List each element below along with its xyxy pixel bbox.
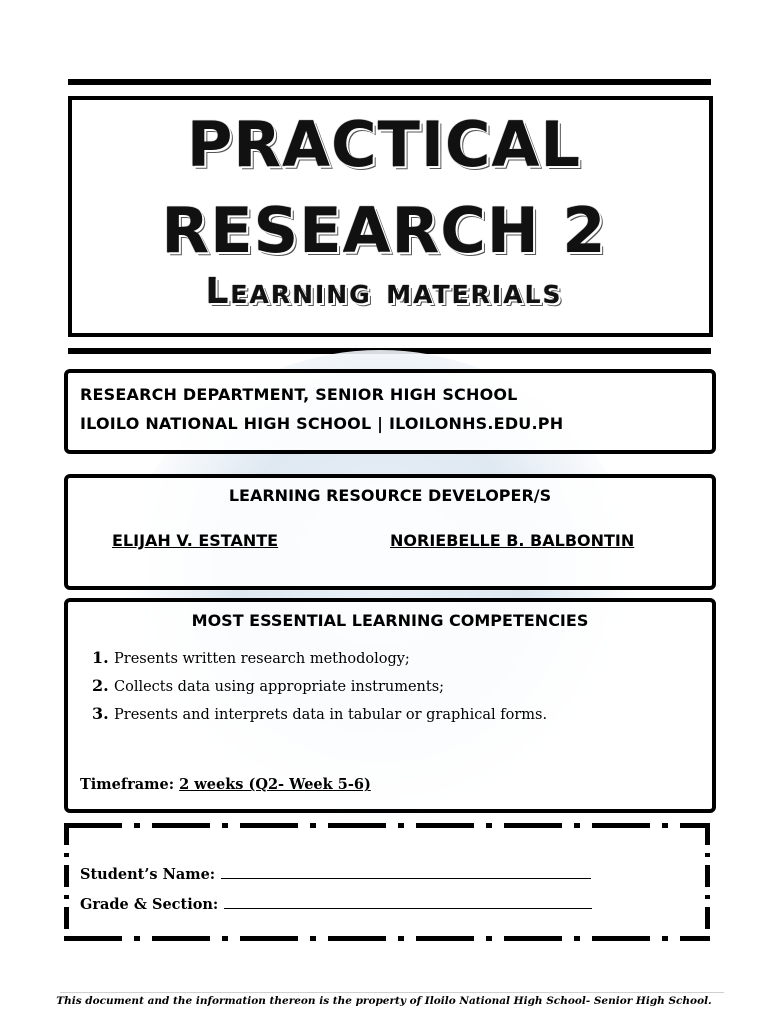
dashed-border-bottom xyxy=(64,936,710,941)
title-line-1: PRACTICAL xyxy=(186,108,582,181)
footer-rule xyxy=(60,992,724,993)
department-box xyxy=(64,369,716,454)
student-name-row xyxy=(80,864,591,883)
dashed-border-left xyxy=(64,823,69,941)
grade-section-field[interactable] xyxy=(224,894,592,909)
student-name-field[interactable] xyxy=(221,864,591,879)
grade-section-label: Grade & Section: xyxy=(80,896,219,913)
competency-number: 3. xyxy=(92,704,109,723)
timeframe-value: 2 weeks (Q2- Week 5-6) xyxy=(179,776,371,793)
competency-item xyxy=(92,648,410,667)
competencies-heading: MOST ESSENTIAL LEARNING COMPETENCIES xyxy=(191,611,589,630)
competency-number: 1. xyxy=(92,648,109,667)
developers-heading: LEARNING RESOURCE DEVELOPER/S xyxy=(228,486,552,505)
department-name: RESEARCH DEPARTMENT, SENIOR HIGH SCHOOL xyxy=(80,385,518,404)
competency-item xyxy=(92,676,444,695)
developer-name-1: ELIJAH V. ESTANTE xyxy=(112,531,279,550)
title-line-2: RESEARCH 2 xyxy=(161,194,607,267)
competency-number: 2. xyxy=(92,676,109,695)
grade-section-row xyxy=(80,894,592,913)
timeframe xyxy=(80,776,371,793)
student-name-label: Student’s Name: xyxy=(80,866,216,883)
top-rule xyxy=(68,79,711,85)
school-name: ILOILO NATIONAL HIGH SCHOOL | ILOILONHS.EDU.PH xyxy=(80,414,564,433)
developer-name-2: NORIEBELLE B. BALBONTIN xyxy=(390,531,635,550)
footer-notice: This document and the information thereon is the property of Iloilo National High School- Senior High School. xyxy=(56,995,712,1007)
competency-text: Presents written research methodology; xyxy=(114,651,410,667)
title-subtitle: Learning materials xyxy=(205,271,563,312)
timeframe-label: Timeframe: xyxy=(80,776,175,793)
competency-text: Collects data using appropriate instruments; xyxy=(114,679,445,695)
dashed-border-top xyxy=(64,823,710,828)
dashed-border-right xyxy=(705,823,710,941)
competency-item xyxy=(92,704,547,723)
competency-text: Presents and interprets data in tabular or graphical forms. xyxy=(114,707,548,723)
